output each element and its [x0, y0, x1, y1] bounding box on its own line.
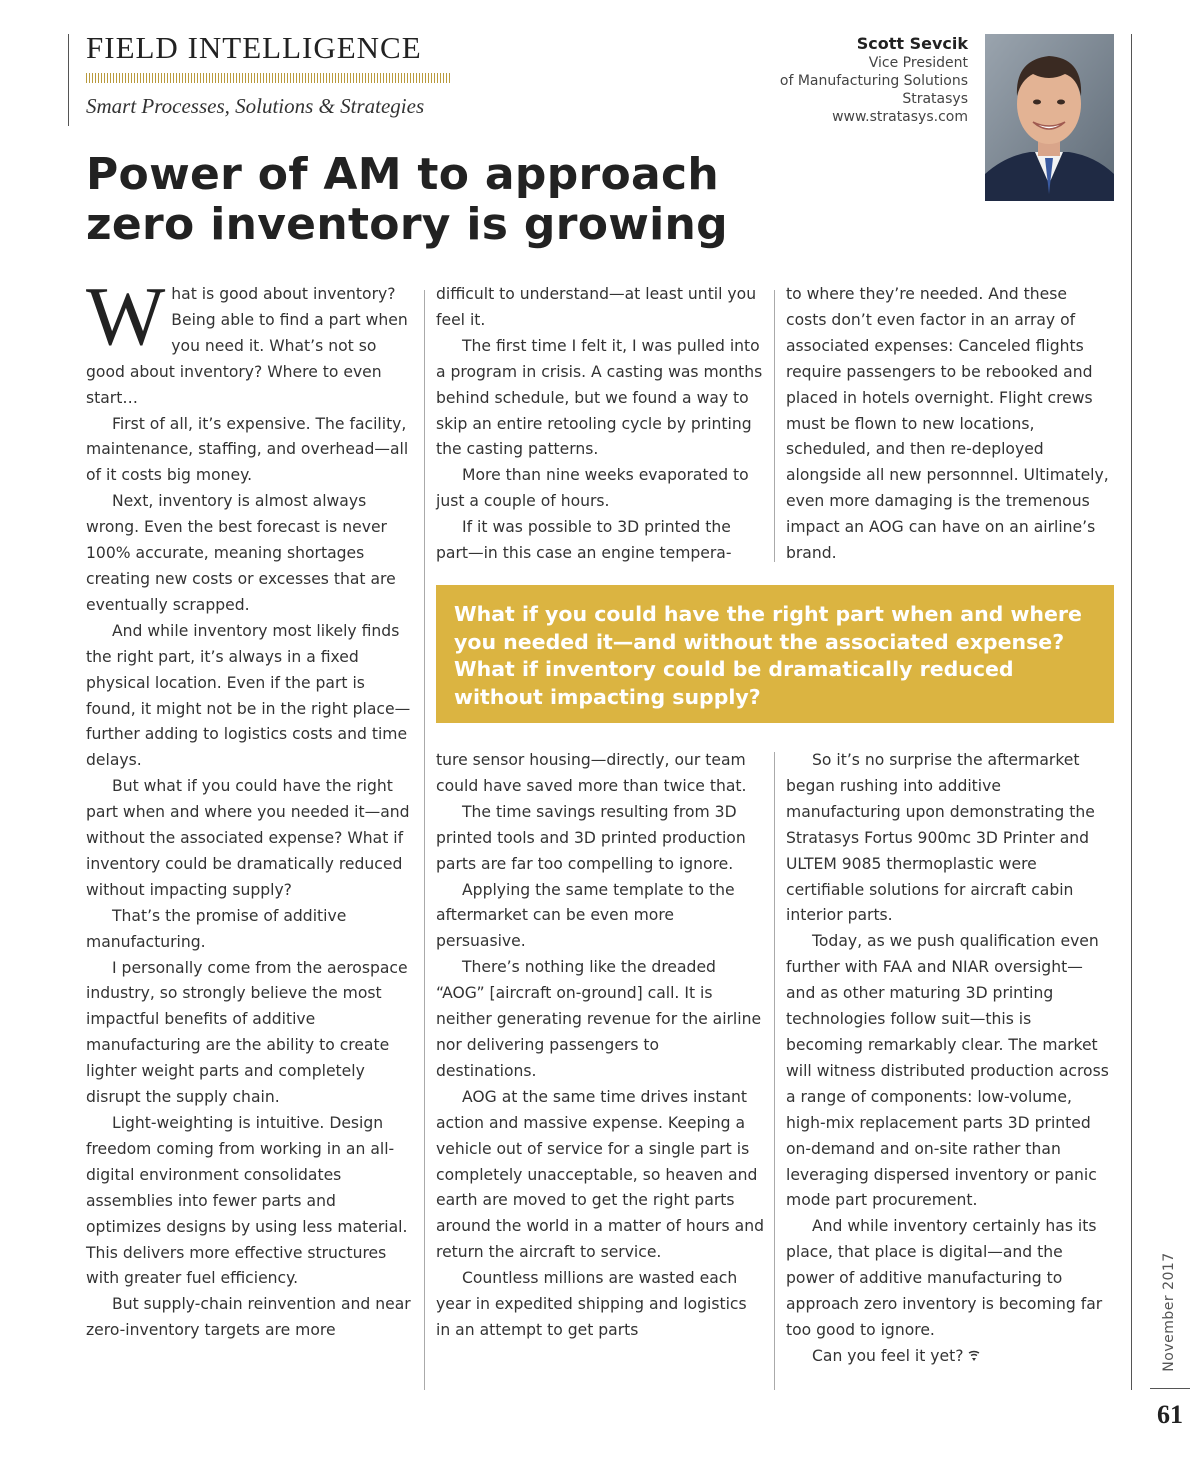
author-photo	[985, 34, 1114, 201]
paragraph: And while inventory most likely finds the right part, it’s always in a fixed physical location. Even if the part is found, it might not be in the right place—further adding to logistics costs and time delays.	[86, 621, 411, 770]
author-name: Scott Sevcik	[856, 34, 968, 53]
right-margin-rule	[1131, 34, 1132, 1390]
paragraph: More than nine weeks evaporated to just a couple of hours.	[436, 466, 749, 511]
article-column-3-top	[786, 282, 1112, 567]
paragraph: And while inventory certainly has its place, that place is digital—and the power of additive manufacturing to approach zero inventory is becoming far too good to ignore.	[786, 1217, 1103, 1339]
paragraph: AOG at the same time drives instant action and massive expense. Keeping a vehicle out of service for a single part is completely unacceptable, so heaven and earth are moved to get the right parts around the world in a matter of hours and return the aircraft to service.	[436, 1087, 764, 1262]
paragraph: Countless millions are wasted each year in expedited shipping and logistics in an attempt to get parts	[436, 1269, 747, 1339]
section-subtitle: Smart Processes, Solutions & Strategies	[86, 94, 425, 118]
article-column-1	[86, 270, 412, 1344]
paragraph: So it’s no surprise the aftermarket began rushing into additive manufacturing upon demonstrating the Stratasys Fortus 900mc 3D Printer and ULTEM 9085 thermoplastic were certifiable solutions for aircraft cabin interior parts.	[786, 751, 1095, 925]
page-number: 61	[1157, 1400, 1183, 1429]
column-divider	[774, 752, 775, 1390]
paragraph: Can you feel it yet?	[786, 1344, 1112, 1370]
paragraph: Next, inventory is almost always wrong. Even the best forecast is never 100% accurate, meaning shortages creating new costs or excesses that are eventually scrapped.	[86, 492, 396, 614]
left-margin-rule	[68, 34, 69, 126]
author-portrait-icon	[985, 34, 1114, 201]
paragraph: I personally come from the aerospace industry, so strongly believe the most impactful benefits of additive manufacturing are the ability to create lighter weight parts and completely disrupt the supply chain.	[86, 958, 408, 1107]
article-column-3-bottom	[786, 748, 1112, 1370]
author-title-line1: Vice President	[868, 55, 968, 71]
author-title-line2: of Manufacturing Solutions	[779, 73, 968, 89]
paragraph: First of all, it’s expensive. The facility, maintenance, staffing, and overhead—all of it costs big money.	[86, 414, 409, 485]
paragraph: to where they’re needed. And these costs don’t even factor in an array of associated expenses: Canceled flights require passengers to be rebooked and placed in hotels overnight. Flight crews must be flown to new locations, scheduled, and then re-deployed alongside all new personnnel. Ultimately, even more damaging is the tremenous impact an AOG can have on an airline’s brand.	[786, 285, 1109, 563]
column-divider	[774, 290, 775, 562]
paragraph: That’s the promise of additive manufacturing.	[86, 906, 347, 951]
paragraph: ture sensor housing—directly, our team could have saved more than twice that.	[436, 751, 747, 795]
footer-rule	[1150, 1388, 1190, 1389]
paragraph: The first time I felt it, I was pulled into a program in crisis. A casting was months behind schedule, but we found a way to skip an entire retooling cycle by printing the casting patterns.	[436, 336, 763, 459]
headline-line1: Power of AM to approach	[86, 149, 720, 200]
paragraph: difficult to understand—at least until you feel it.	[436, 285, 757, 329]
end-mark-icon	[968, 1350, 980, 1362]
paragraph: There’s nothing like the dreaded “AOG” [aircraft on-ground] call. It is neither generating revenue for the airline nor delivering passengers to destinations.	[436, 958, 762, 1080]
column-divider	[424, 290, 425, 1390]
pull-quote-box	[436, 585, 1114, 723]
issue-date: November 2017	[1161, 1252, 1177, 1372]
paragraph: But what if you could have the right part when and where you needed it—and without the associated expense? What if inventory could be dramatically reduced without impacting supply?	[86, 777, 410, 899]
headline-line2: zero inventory is growing	[86, 199, 728, 250]
section-divider	[86, 73, 450, 83]
paragraph: If it was possible to 3D printed the part—in this case an engine tempera-	[436, 518, 732, 563]
paragraph: What is good about inventory? Being able to find a part when you need it. What’s not so good about inventory? Where to even start…	[86, 270, 408, 407]
section-title: FIELD INTELLIGENCE	[86, 30, 422, 65]
headline	[86, 150, 728, 250]
paragraph: The time savings resulting from 3D printed tools and 3D printed production parts are far too compelling to ignore.	[436, 802, 746, 873]
paragraph: Today, as we push qualification even further with FAA and NIAR oversight—and as other maturing 3D printing technologies follow suit—this is becoming remarkably clear. The market will witness distributed production across a range of components: low-volume, high-mix replacement parts 3D printed on-demand and on-site rather than leveraging dispersed inventory or panic mode part procurement.	[786, 932, 1109, 1210]
author-info	[780, 34, 968, 126]
paragraph: But supply-chain reinvention and near zero-inventory targets are more	[86, 1295, 411, 1340]
drop-cap: W	[86, 270, 166, 363]
paragraph: Applying the same template to the aftermarket can be even more persuasive.	[436, 880, 735, 951]
paragraph: Light-weighting is intuitive. Design freedom coming from working in an all-digital environment consolidates assemblies into fewer parts and optimizes designs by using less material. This delivers more effective structures with greater fuel efficiency.	[86, 1114, 408, 1288]
article-column-2-top	[436, 282, 764, 567]
author-company: Stratasys	[902, 91, 968, 107]
article-column-2-bottom	[436, 748, 764, 1344]
author-website[interactable]: www.stratasys.com	[832, 109, 968, 125]
pull-quote: What if you could have the right part when and where you needed it—and without the associated expense? What if inventory could be dramatically reduced without impacting supply?	[454, 602, 1082, 709]
